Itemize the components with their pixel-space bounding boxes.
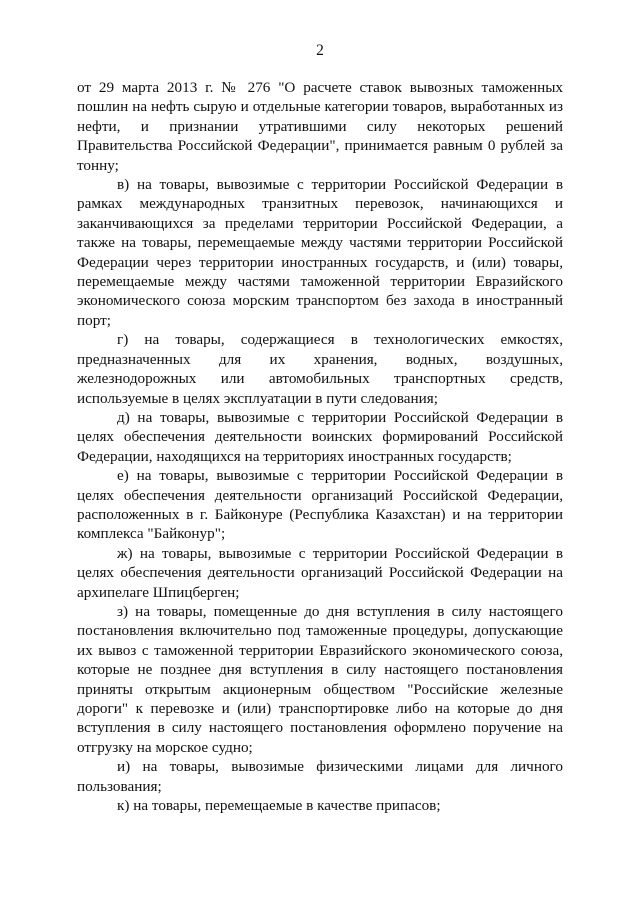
document-body [77,78,563,815]
paragraph-item-g: г) на товары, содержащиеся в технологических емкостях, предназначенных для их хранения, водных, воздушных, железнодорожных или автомобильных транспортных средств, используемые в целях эксплуатации в пути следования; [77,331,563,407]
paragraph-item-z: з) на товары, помещенные до дня вступления в силу настоящего постановления включительно под таможенные процедуры, допускающие их вывоз с таможенной территории Евразийского экономического союза, которые не позднее дня вступления в силу настоящего постановления приняты открытым акционерным обществом "Российские железные дороги" к перевозке и (или) транспортировке либо на которые до дня вступления в силу настоящего постановления оформлено поручение на отгрузку на морское судно; [77,602,563,756]
paragraph-item-d: д) на товары, вывозимые с территории Российской Федерации в целях обеспечения деятельности воинских формирований Российской Федерации, находящихся на территориях иностранных государств; [77,408,563,465]
paragraph-item-v: в) на товары, вывозимые с территории Российской Федерации в рамках международных транзитных перевозок, начинающихся и заканчивающихся за пределами территории Российской Федерации, а также на товары, перемещаемые между частями территории Российской Федерации через территории иностранных государств, и (или) товары, перемещаемые между частями таможенной территории Евразийского экономического союза морским транспортом без захода в иностранный порт; [77,176,563,329]
paragraph-item-e: е) на товары, вывозимые с территории Российской Федерации в целях обеспечения деятельности организаций Российской Федерации, расположенных в г. Байконуре (Республика Казахстан) и на территории комплекса "Байконур"; [77,467,563,543]
paragraph-item-i: и) на товары, вывозимые физическими лицами для личного пользования; [77,758,563,795]
page-number: 2 [316,42,324,59]
paragraph-continuation: от 29 марта 2013 г. № 276 "О расчете ставок вывозных таможенных пошлин на нефть сырую и отдельные категории товаров, выработанных из нефти, и признании утратившими силу некоторых решений Правительства Российской Федерации", принимается равным 0 рублей за тонну; [77,79,563,174]
paragraph-item-k: к) на товары, перемещаемые в качестве припасов; [117,797,441,815]
paragraph-item-zh: ж) на товары, вывозимые с территории Российской Федерации в целях обеспечения деятельности организаций Российской Федерации на архипелаге Шпицберген; [77,544,563,601]
